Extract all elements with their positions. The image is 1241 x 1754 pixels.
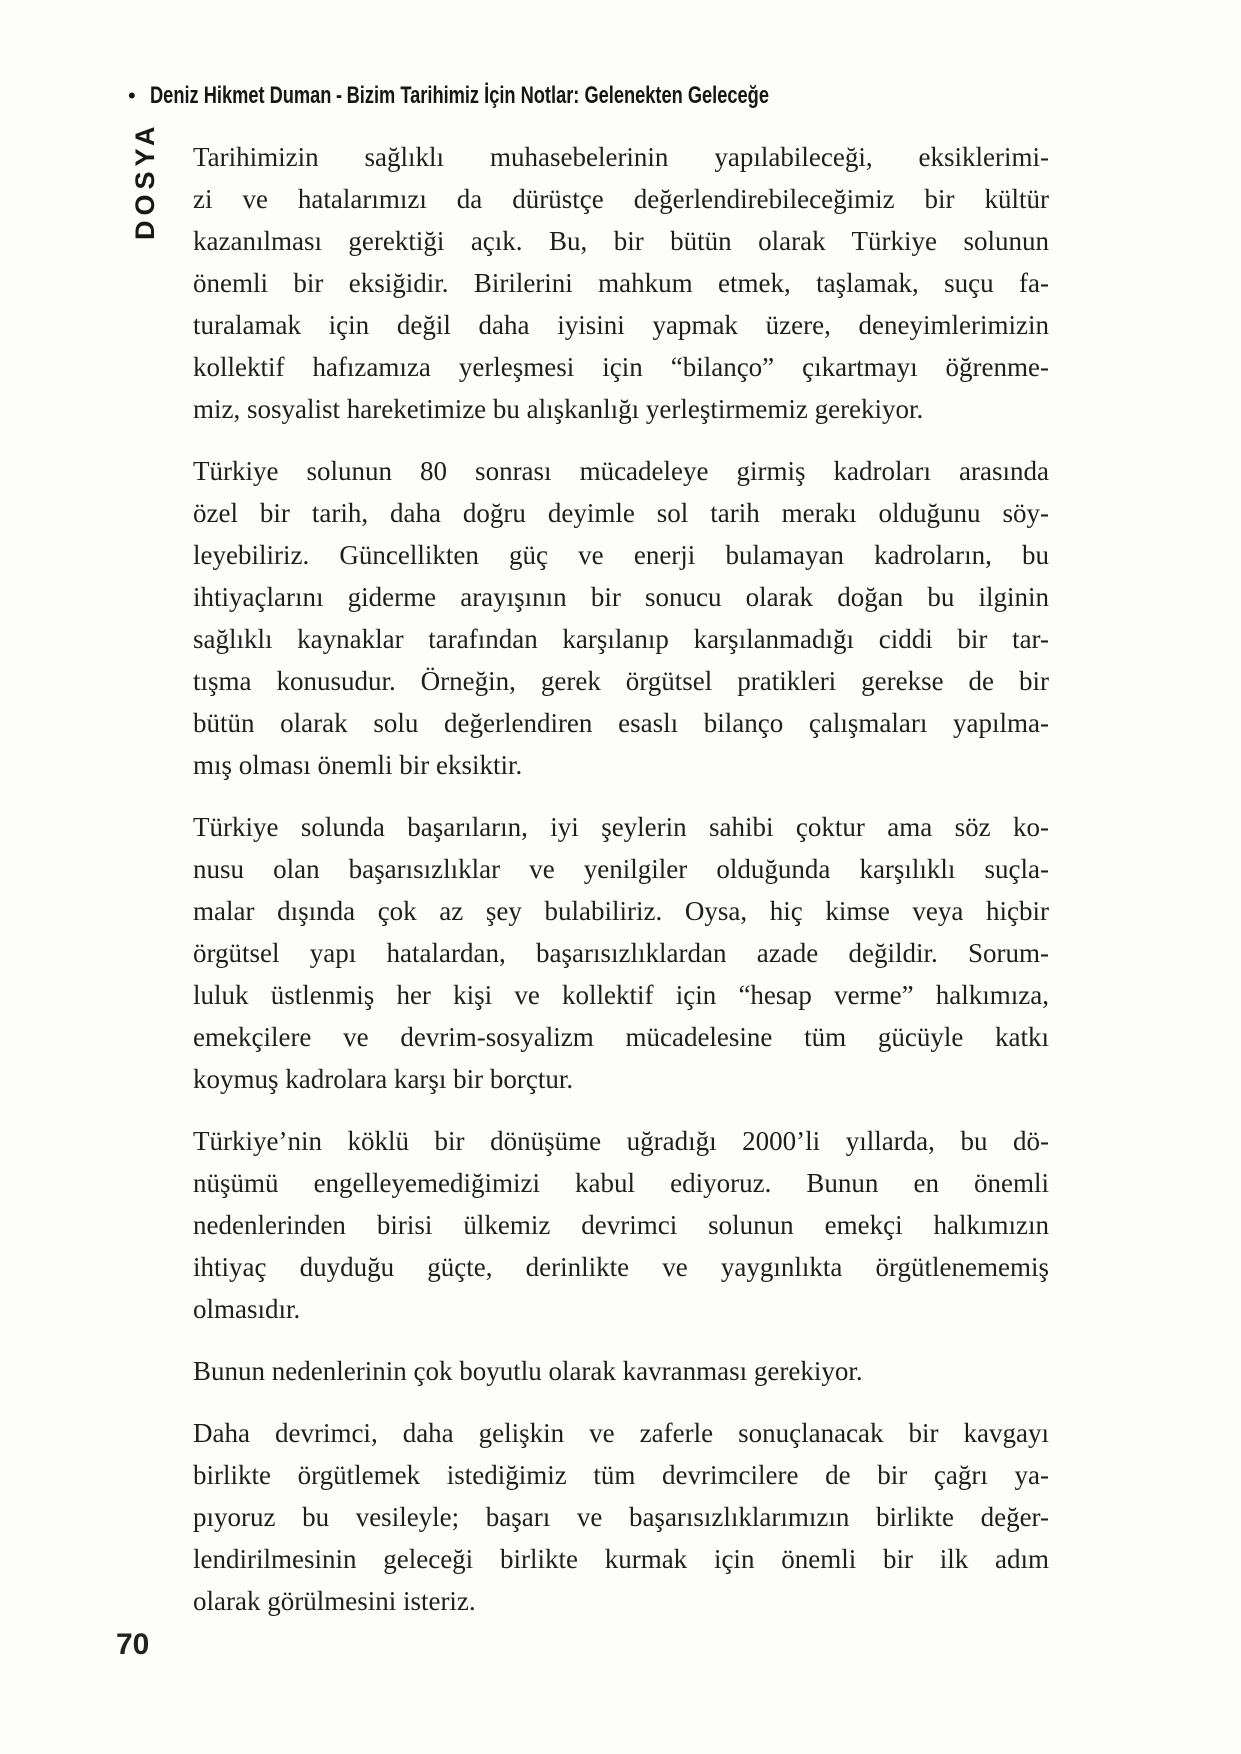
text-line: ihtiyaç duyduğu güçte, derinlikte ve yaygınlıkta örgütlenememiş: [193, 1252, 1049, 1282]
text-line: pıyoruz bu vesileyle; başarı ve başarısızlıklarımızın birlikte değer-: [193, 1502, 1049, 1532]
text-line: Bunun nedenlerinin çok boyutlu olarak kavranması gerekiyor.: [193, 1356, 863, 1386]
text-line: önemli bir eksiğidir. Birilerini mahkum etmek, taşlamak, suçu fa-: [193, 268, 1049, 298]
text-line: lendirilmesinin geleceği birlikte kurmak için önemli bir ilk adım: [193, 1544, 1049, 1574]
text-line: örgütsel yapı hatalardan, başarısızlıklardan azade değildir. Sorum-: [193, 938, 1049, 968]
bullet-icon: •: [128, 83, 136, 108]
paragraph: [193, 806, 1049, 1100]
text-line: Türkiye solunun 80 sonrası mücadeleye girmiş kadroları arasında: [193, 456, 1049, 486]
text-line: koymuş kadrolara karşı bir borçtur.: [193, 1064, 574, 1094]
text-line: leyebiliriz. Güncellikten güç ve enerji bulamayan kadroların, bu: [193, 540, 1049, 570]
text-line: özel bir tarih, daha doğru deyimle sol tarih merakı olduğunu söy-: [193, 498, 1049, 528]
text-line: nedenlerinden birisi ülkemiz devrimci solunun emekçi halkımızın: [193, 1210, 1049, 1240]
text-line: turalamak için değil daha iyisini yapmak üzere, deneyimlerimizin: [193, 310, 1049, 340]
running-header: [128, 82, 964, 110]
text-line: nüşümü engelleyemediğimizi kabul ediyoruz. Bunun en önemli: [193, 1168, 1049, 1198]
text-line: olmasıdır.: [193, 1294, 301, 1324]
text-line: mış olması önemli bir eksiktir.: [193, 750, 523, 780]
text-line: nusu olan başarısızlıklar ve yenilgiler olduğunda karşılıklı suçla-: [193, 854, 1049, 884]
paragraph: [193, 1412, 1049, 1622]
text-line: Türkiye solunda başarıların, iyi şeylerin sahibi çoktur ama söz ko-: [193, 812, 1049, 842]
header-separator: -: [335, 82, 342, 109]
text-line: emekçilere ve devrim-sosyalizm mücadelesine tüm gücüyle katkı: [193, 1022, 1049, 1052]
text-line: sağlıklı kaynaklar tarafından karşılanıp karşılanmadığı ciddi bir tar-: [193, 624, 1049, 654]
text-line: Daha devrimci, daha gelişkin ve zaferle sonuçlanacak bir kavgayı: [193, 1418, 1049, 1448]
paragraph: [193, 136, 1049, 430]
paragraph: [193, 450, 1049, 786]
header-text: [150, 82, 769, 110]
paragraph: [193, 1350, 1049, 1392]
text-line: ihtiyaçlarını giderme arayışının bir sonucu olarak doğan bu ilginin: [193, 582, 1049, 612]
text-line: luluk üstlenmiş her kişi ve kollektif için “hesap verme” halkımıza,: [193, 980, 1049, 1010]
text-line: bütün olarak solu değerlendiren esaslı bilanço çalışmaları yapılma-: [193, 708, 1049, 738]
text-line: Türkiye’nin köklü bir dönüşüme uğradığı 2000’li yıllarda, bu dö-: [193, 1126, 1049, 1156]
text-line: kazanılması gerektiği açık. Bu, bir bütün olarak Türkiye solunun: [193, 226, 1049, 256]
text-line: birlikte örgütlemek istediğimiz tüm devrimcilere de bir çağrı ya-: [193, 1460, 1049, 1490]
body-text: [193, 136, 1049, 1642]
header-author: Deniz Hikmet Duman: [149, 82, 332, 109]
text-line: kollektif hafızamıza yerleşmesi için “bilanço” çıkartmayı öğrenme-: [193, 352, 1049, 382]
text-line: Tarihimizin sağlıklı muhasebelerinin yapılabileceği, eksiklerimi-: [193, 142, 1049, 172]
sidebar-label-dosya: DOSYA: [130, 121, 160, 240]
text-line: zi ve hatalarımızı da dürüstçe değerlendirebileceğimiz bir kültür: [193, 184, 1049, 214]
paragraph: [193, 1120, 1049, 1330]
text-line: malar dışında çok az şey bulabiliriz. Oysa, hiç kimse veya hiçbir: [193, 896, 1049, 926]
page-number: 70: [116, 1628, 150, 1661]
text-line: tışma konusudur. Örneğin, gerek örgütsel pratikleri gerekse de bir: [193, 666, 1049, 696]
header-title: Bizim Tarihimiz İçin Notlar: Gelenekten Geleceğe: [346, 82, 769, 109]
text-line: olarak görülmesini isteriz.: [193, 1586, 476, 1616]
text-line: miz, sosyalist hareketimize bu alışkanlığı yerleştirmemiz gerekiyor.: [193, 394, 924, 424]
